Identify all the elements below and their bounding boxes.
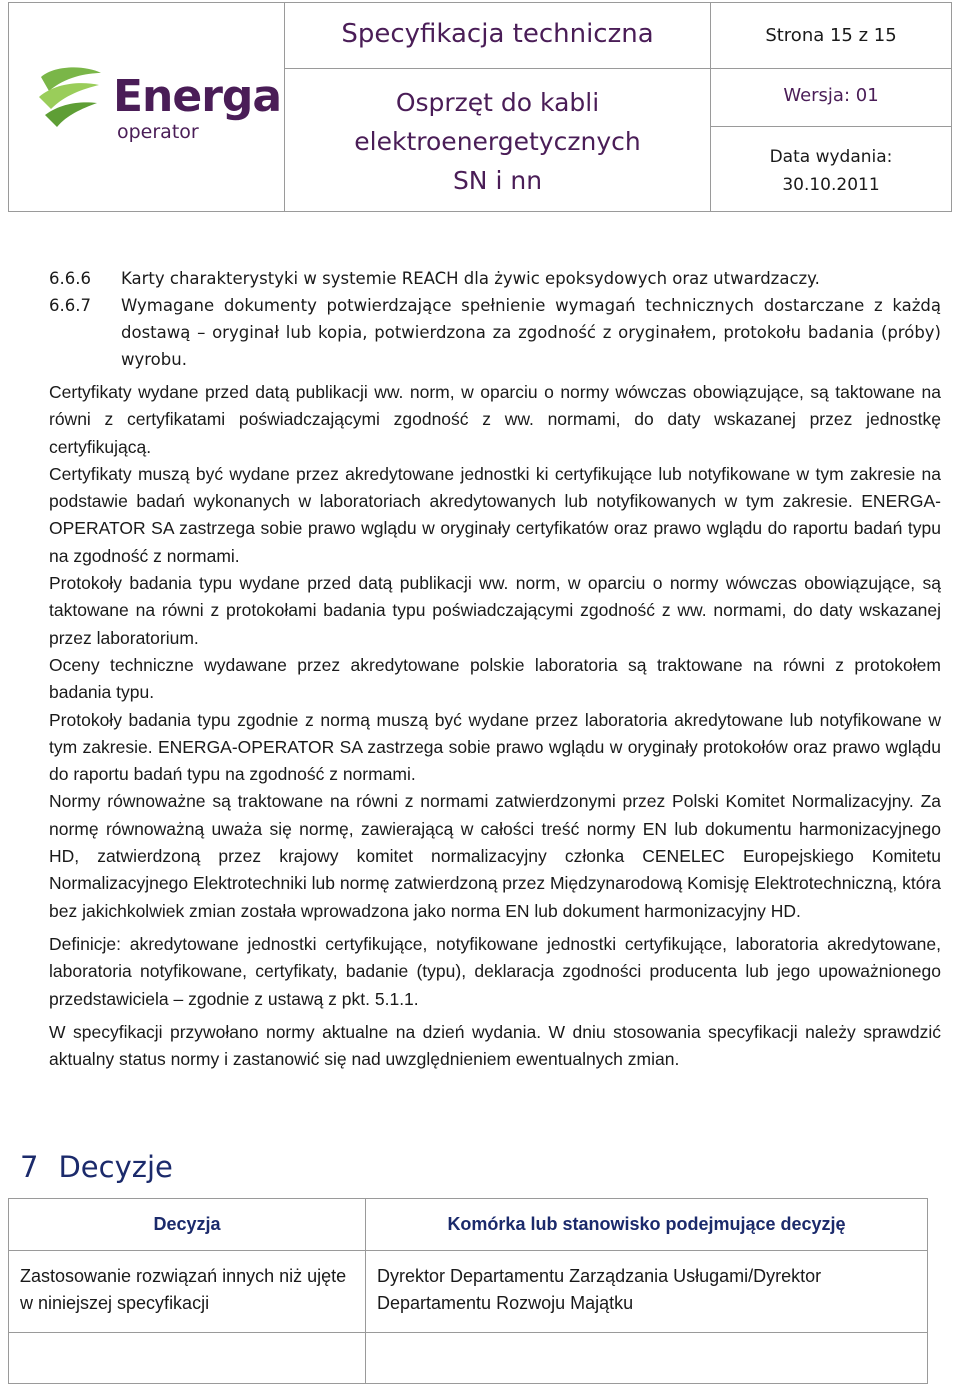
paragraph: Protokoły badania typu zgodnie z normą muszą być wydane przez laboratoria akredytowane lub notyfikowane w tym zakresie. ENERGA-OPERATOR SA zastrzega sobie prawo wglądu w oryginały protokołów oraz prawo wglądu do raportu badań typu na zgodność z normami. [49, 709, 941, 785]
paragraph: Normy równoważne są traktowane na równi z normami zatwierdzonymi przez Polski Komitet Normalizacyjny. Za normę równoważną uważa się normę, zawierającą w całości treść normy EN lub dokumentu harmonizacyjnego HD, zatwierdzoną przez krajowy komitet normalizacyjny członka CENELEC Europejskiego Komitetu Normalizacyjnego Elektrotechniki lub normę zatwierdzoną przez Międzynarodową Komisję Elektrotechniczną, która bez jakichkolwiek zmian została wprowadzona jako norma EN lub dokument harmonizacyjny HD. [49, 791, 941, 921]
paragraph: Protokoły badania typu wydane przed datą publikacji ww. norm, w oparciu o normy wówczas obowiązujące, są taktowane na równi z protokołami badania typu poświadczającymi zgodność z ww. normami, do daty wskazanej przez laboratorium. [49, 573, 941, 648]
date-cell [711, 127, 951, 211]
table-cell [9, 1333, 366, 1383]
date-label: Data wydania: [769, 147, 893, 167]
item-6-6-7 [49, 292, 941, 373]
section-heading [20, 1150, 173, 1184]
version-cell [711, 69, 951, 127]
item-6-6-6 [49, 265, 941, 292]
table-cell: Dyrektor Departamentu Zarządzania Usługami/Dyrektor Departamentu Rozwoju Majątku [366, 1251, 927, 1333]
paragraph: Oceny techniczne wydawane przez akredytowane polskie laboratoria są traktowane na równi z protokołem badania typu. [49, 654, 941, 703]
page-number: Strona 15 z 15 [765, 25, 897, 46]
document-header [8, 2, 952, 212]
item-number: 6.6.7 [49, 296, 91, 315]
section-number: 7 [20, 1150, 39, 1184]
table-cell: Zastosowanie rozwiązań innych niż ujęte w niniejszej specyfikacji [9, 1251, 366, 1333]
energa-logo-icon [35, 63, 109, 129]
paragraph: Certyfikaty muszą być wydane przez akredytowane jednostki ki certyfikujące lub notyfikowane w tym zakresie na podstawie badań wykonanych w laboratoriach akredytowanych lub notyfikowanych w tym zakresie. ENERGA-OPERATOR SA zastrzega sobie prawo wglądu w oryginały certyfikatów oraz prawo wglądu do raportu badań typu na zgodność z normami. [49, 463, 941, 566]
logo-subtitle: operator [117, 121, 199, 143]
doc-subtitle-line-1: Osprzęt do kabli [395, 88, 600, 117]
logo-wordmark: Energa [113, 71, 282, 122]
item-text: Karty charakterystyki w systemie REACH dla żywic epoksydowych oraz utwardzaczy. [121, 269, 820, 288]
table-header-cell: Komórka lub stanowisko podejmujące decyzję [366, 1199, 927, 1251]
table-cell [366, 1333, 927, 1383]
paragraph: Definicje: akredytowane jednostki certyfikujące, notyfikowane jednostki certyfikujące, laboratoria akredytowane, laboratoria notyfikowane, certyfikaty, badanie (typu), deklaracja zgodności producenta lub jego upoważnionego przedstawiciela – zgodnie z ustawą z pkt. 5.1.1. [49, 933, 941, 1009]
title-cell [285, 3, 711, 69]
subtitle-cell [285, 69, 711, 211]
decision-table [8, 1198, 928, 1384]
item-text: Wymagane dokumenty potwierdzające spełnienie wymagań technicznych dostarczane z każdą dostawą – oryginał lub kopia, potwierdzona za zgodność z oryginałem, protokołu badania (próby) wyrobu. [121, 296, 941, 369]
logo-cell [9, 3, 285, 211]
section-title: Decyzje [58, 1150, 173, 1184]
table-header-cell: Decyzja [9, 1199, 366, 1251]
doc-title: Specyfikacja techniczna [341, 19, 654, 49]
paragraph: W specyfikacji przywołano normy aktualne na dzień wydania. W dniu stosowania specyfikacji należy sprawdzić aktualny status normy i zastanowić się nad uwzględnieniem ewentualnych zmian. [49, 1021, 941, 1070]
date-value: 30.10.2011 [782, 175, 880, 195]
doc-subtitle-line-2: elektroenergetycznych [354, 127, 641, 156]
body-text [49, 379, 941, 1073]
version: Wersja: 01 [783, 85, 879, 106]
page-cell [711, 3, 951, 69]
doc-subtitle-line-3: SN i nn [452, 166, 543, 195]
paragraph: Certyfikaty wydane przed datą publikacji ww. norm, w oparciu o normy wówczas obowiązujące, są taktowane na równi z certyfikatami poświadczającymi zgodność z ww. normami, do daty wskazanej przez jednostkę certyfikującą. [49, 382, 941, 457]
item-number: 6.6.6 [49, 269, 91, 288]
